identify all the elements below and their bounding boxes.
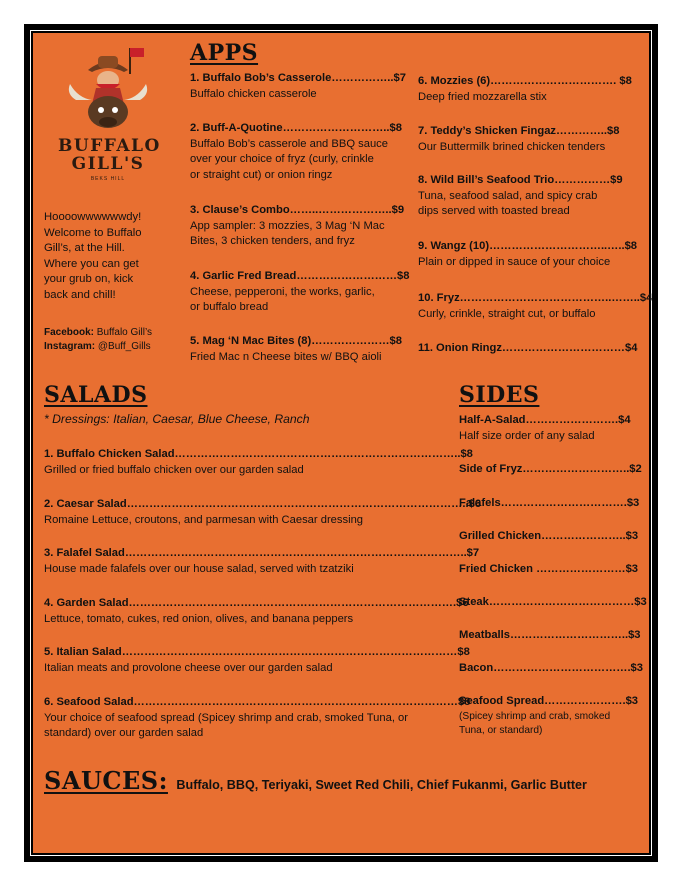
apps-heading: APPS (190, 40, 259, 66)
facebook-line: Facebook: Buffalo Gill’s (44, 327, 153, 338)
menu-item: Half-A-Salad…………………….$4 Half size order of any salad (459, 414, 631, 442)
menu-item: 3. Falafel Salad………………………………………………………………………………..$7 House made falafels over our house salad, served with tzatziki (44, 547, 480, 575)
menu-item: Falafels…………………………….$3 (459, 497, 640, 509)
restaurant-logo (58, 44, 161, 189)
dressings-note: * Dressings: Italian, Caesar, Blue Cheese, Ranch (44, 412, 310, 426)
menu-item: 1. Buffalo Chicken Salad…………………………………………………………………..$8 Grilled or fried buffalo chicken over our garden salad (44, 448, 473, 476)
logo-title-line2: GILL'S (71, 154, 145, 174)
menu-item: 6. Mozzies (6)……………………………. $8 Deep fried mozzarella stix (418, 75, 632, 103)
sauces-heading: SAUCES: (44, 766, 168, 795)
menu-item: 3. Clause’s Combo……..………………..$9 App sampler: 3 mozzies, 3 Mag ‘N Mac Bites, 3 chicken tenders, and fryz (190, 204, 405, 247)
instagram-line: Instagram: @Buff_Gills (44, 340, 151, 352)
welcome-line: Hoooowwwwwwdy! (44, 211, 142, 223)
welcome-line: Welcome to Buffalo (44, 226, 142, 239)
welcome-line: Gill’s, at the Hill. (44, 242, 125, 255)
menu-item: Fried Chicken ……………………$3 (459, 563, 639, 575)
welcome-line: your grub on, kick (44, 273, 134, 286)
menu-item: Grilled Chicken…………………..$3 (459, 530, 639, 542)
salads-heading: SALADS (44, 382, 148, 408)
menu-item: 7. Teddy’s Shicken Fingaz…………..$8 Our Buttermilk brined chicken tenders (418, 125, 620, 153)
sauces-list: Buffalo, BBQ, Teriyaki, Sweet Red Chili, Chief Fukanmi, Garlic Butter (176, 778, 587, 792)
menu-item: 11. Onion Ringz……………………………$4 (418, 342, 638, 354)
menu-item: Side of Fryz………………………..$2 (459, 463, 642, 475)
menu-item: Steak…………………………………$3 (459, 596, 647, 608)
menu-item: Meatballs…………………………..$3 (459, 629, 641, 641)
logo-tagline: BEKS HILL (90, 176, 126, 182)
menu-item: 9. Wangz (10)…………………………..…..$8 Plain or dipped in sauce of your choice (418, 240, 638, 268)
menu-item: 1. Buffalo Bob’s Casserole……………..$7 Buffalo chicken casserole (190, 72, 406, 100)
menu-item: 4. Garden Salad…………………………………………………………………………….$6 Lettuce, tomato, cukes, red onion, olives, and banana peppers (44, 597, 469, 625)
cowboy-buffalo-icon (58, 44, 158, 132)
menu-item: Bacon……………………………….$3 (459, 662, 643, 674)
menu-item: 5. Mag ‘N Mac Bites (8)…………………$8 Fried Mac n Cheese bites w/ BBQ aioli (190, 335, 402, 363)
menu-item: 8. Wild Bill’s Seafood Trio……………$9 Tuna, seafood salad, and spicy crab dips served with toasted bread (418, 174, 623, 217)
menu-item: Seafood Spread………………….$3 (Spicey shrimp and crab, smoked Tuna, or standard) (459, 695, 639, 736)
social-links (44, 326, 194, 353)
logo-title-line1: BUFFALO (58, 136, 161, 156)
menu-item: 2. Buff-A-Quotine………………………..$8 Buffalo Bob’s casserole and BBQ sauce over your choice of fryz (curly, crinkle or straight cut) or onion ringz (190, 122, 402, 181)
welcome-text (44, 210, 184, 304)
sides-heading: SIDES (459, 382, 540, 408)
menu-item: 2. Caesar Salad………………………………………………………………………………..$6 Romaine Lettuce, croutons, and parmesan with Caesar dressing (44, 498, 482, 526)
menu-item: 6. Seafood Salad……………………………………………………………………………$8 Your choice of seafood spread (Spicey shrimp and crab, smoked Tuna, or standard) over our garden salad (44, 696, 471, 739)
menu-item: 10. Fryz…………………………………..……..$4 Curly, crinkle, straight cut, or buffalo (418, 292, 653, 320)
menu-item: 4. Garlic Fred Bread………………………$8 Cheese, pepperoni, the works, garlic, or buffalo bread (190, 270, 410, 313)
sauces-section (44, 766, 587, 795)
menu-item: 5. Italian Salad………………………………………………………………………………$8 Italian meats and provolone cheese over our garden salad (44, 646, 470, 674)
welcome-line: Where you can get (44, 257, 139, 270)
welcome-line: back and chill! (44, 288, 116, 301)
